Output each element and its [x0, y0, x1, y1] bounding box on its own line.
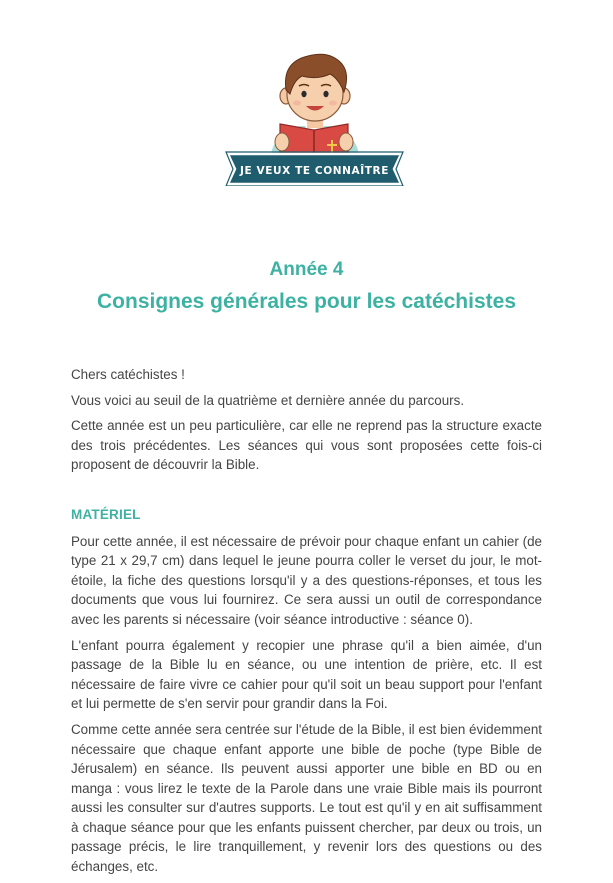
logo-banner-text: JE VEUX TE CONNAÎTRE [240, 165, 389, 177]
document-body [71, 365, 542, 883]
logo [222, 40, 407, 186]
section-heading-materiel: MATÉRIEL [71, 506, 141, 522]
intro-paragraph: Vous voici au seuil de la quatrième et dernière année du parcours. [71, 392, 465, 408]
intro-greeting: Chers catéchistes ! [71, 367, 185, 382]
section-paragraph: Pour cette année, il est nécessaire de prévoir pour chaque enfant un cahier (de type 21 x 29,7 cm) dans lequel le jeune pourra coller le verset du jour, le mot-étoile, la fiche des questions lorsqu'il y a des questions-réponses, et tous les documents que vous lui fournirez. Ce sera aussi un outil de correspondance avec les parents si nécessaire (voir séance introductive : séance 0). [71, 533, 542, 627]
page-title: Consignes générales pour les catéchistes [97, 290, 516, 313]
page-header [0, 257, 613, 317]
section-paragraph: L'enfant pourra également y recopier une phrase qu'il a bien aimée, d'un passage de la Bible lu en séance, ou une intention de prière, etc. Il est nécessaire de faire vivre ce cahier pour qu'il soit un beau support pour l'enfant et lui permette de s'en servir pour grandir dans la Foi. [71, 637, 542, 712]
year-title: Année 4 [269, 259, 344, 280]
intro-paragraph: Cette année est un peu particulière, car elle ne reprend pas la structure exacte des trois précédentes. Les séances qui vous sont proposées cette fois-ci proposent de découvrir la Bible. [71, 418, 542, 473]
boy-reading-bible-icon [222, 40, 407, 186]
section-paragraph: Comme cette année sera centrée sur l'étude de la Bible, il est bien évidemment nécessaire que chaque enfant apporte une bible de poche (type Bible de Jérusalem) en séance. Ils peuvent aussi apporter une bible en BD ou en manga : vous lirez le texte de la Parole dans une vraie Bible mais ils pourront aussi les consulter sur d'autres supports. Le tout est qu'il y en ait suffisamment à chaque séance pour que les enfants puissent chercher, par deux ou trois, un passage précis, le lire tranquillement, y revenir lors des questions ou des échanges, etc. [71, 721, 542, 875]
